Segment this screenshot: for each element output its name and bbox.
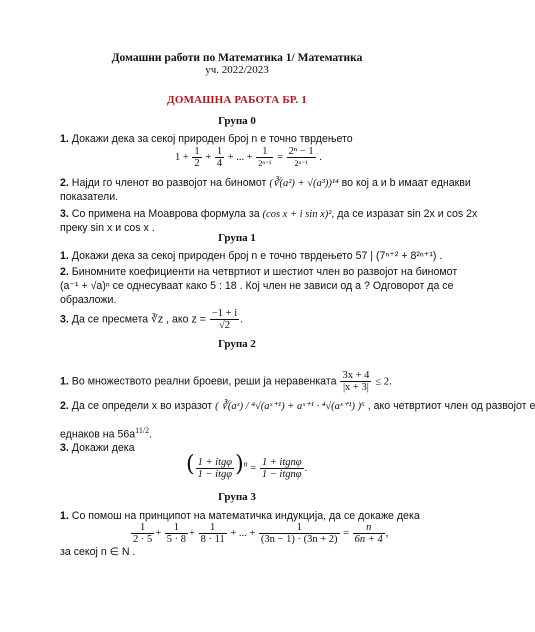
formula-part: ≤ 2: [375, 376, 389, 388]
problem-text: Докажи дека за секој природен број n е точно тврдењето 57 | (7ⁿ⁺² + 8²ⁿ⁺¹) .: [71, 250, 443, 262]
problem-text: Докажи дека за секој природен број n е точно тврдењето: [71, 133, 353, 145]
problem-text: Со примена на Моаврова формула за: [71, 208, 260, 220]
fraction: $\frac{\text{1 + itgφ}}{\text{1 − itgφ}}$: [197, 457, 233, 481]
g1-p2-continued-2: образложи.: [60, 294, 117, 306]
g2-problem-3: [60, 442, 135, 454]
problem-text: , да се изразат sin 2x и cos 2x: [331, 208, 478, 220]
formula-part: =: [343, 527, 350, 539]
fraction: $\frac{3x + 4}{|x + 3|}$: [342, 370, 370, 393]
g0-problem-2: [60, 177, 471, 189]
school-year: уч. 2022/2023: [205, 64, 269, 76]
problem-text: еднаков на 56a: [60, 428, 136, 441]
group-3-title: Група 3: [218, 491, 256, 503]
group-2-title: Група 2: [218, 338, 256, 350]
binomial-expression: (∛(a²) + √(a³))¹⁴: [269, 178, 339, 189]
g3-problem-1: [60, 510, 420, 522]
formula-part: 1 +: [175, 151, 189, 163]
problem-number: 3.: [60, 208, 69, 220]
group-1-title: Група 1: [218, 232, 256, 244]
formula-part: ,: [385, 527, 389, 539]
exponent: 11/2: [135, 426, 150, 435]
formula-part: .: [319, 151, 322, 163]
fraction: $\frac{1}{8 \cdot 11}$: [200, 522, 225, 545]
formula-part: =: [250, 463, 257, 474]
problem-number: 1.: [60, 375, 69, 388]
group-0-title: Група 0: [218, 115, 256, 127]
problem-number: 3.: [60, 442, 69, 454]
exponent: n: [243, 459, 248, 469]
homework-heading: ДОМАШНА РАБОТА БР. 1: [167, 94, 307, 106]
g0-problem-3: [60, 208, 477, 220]
g2-problem-2: [60, 400, 535, 412]
formula-part: +: [205, 151, 212, 163]
g0-p3-continued: преку sin x и cos x .: [60, 222, 155, 234]
problem-number: 2.: [60, 266, 69, 278]
problem-number: 2.: [60, 400, 69, 412]
formula-part: =: [277, 151, 283, 163]
g3-tail: за секој n ∈ N .: [60, 546, 136, 558]
fraction: $\frac{1}{2 \cdot 5}$: [133, 522, 153, 545]
g2-p3-formula: ( $\frac{\text{1 + itgφ}}{\text{1 − itgφ}}$ )$^n$ = $\frac{\text{1 + itgnφ}}{\text{1 − itgnφ}}$ .: [186, 452, 308, 481]
g0-problem-1: [60, 133, 353, 145]
problem-number: 2.: [60, 177, 69, 189]
problem-text: Да се определи x во изразот: [71, 400, 213, 412]
problem-text: Во множеството реални броеви, реши ја неравенката: [71, 375, 337, 388]
g3-formula: $\frac{1}{2 \cdot 5}$ + $\frac{1}{5 \cdot 8}$ + $\frac{1}{8 \cdot 11}$ + ... + $\frac{1}{(3n - 1) \cdot (3n + 2)}$ = $\frac{n}{6n + 4}$ ,: [133, 522, 389, 545]
formula-part: .: [304, 463, 308, 474]
fraction: $\frac{n}{6n + 4}$: [354, 522, 383, 545]
fraction: $\frac{1}{4}$: [216, 146, 223, 169]
fraction: $\frac{1}{(3n - 1) \cdot (3n + 2)}$: [260, 522, 338, 545]
fraction: $\frac{1}{5 \cdot 8}$: [166, 522, 187, 545]
formula-part: .: [388, 375, 392, 388]
g1-problem-1: [60, 250, 442, 262]
g2-problem-1: [60, 370, 392, 393]
problem-text: Да се пресмета ∛z , ако z =: [71, 313, 206, 326]
fraction: $\frac{-1 + i}{√2}$: [211, 308, 238, 331]
formula-part: + ... +: [227, 151, 253, 163]
problem-text: , ако четвртиот член од развојот е: [367, 400, 535, 412]
problem-number: 1.: [60, 250, 69, 262]
fraction: $\frac{\text{1 + itgnφ}}{\text{1 − itgnφ}}$: [261, 457, 302, 481]
formula-part: .: [240, 313, 244, 326]
g1-p2-continued: (a⁻¹ + √a)ⁿ се однесуваат како 5 : 18 . Кој член не зависи од a ? Одговорот да се: [60, 280, 454, 292]
formula-part: .: [149, 428, 153, 441]
g1-problem-3: [60, 308, 243, 331]
fraction: $\frac{1}{2}$: [194, 146, 200, 169]
problem-text: Докажи дека: [71, 442, 135, 454]
formula-part: + ... +: [230, 527, 256, 539]
g0-p1-formula: [175, 146, 322, 169]
g1-problem-2: [60, 266, 457, 278]
fraction: $\frac{1}{\text{2ⁿ⁻¹}}$: [258, 146, 272, 168]
problem-number: 1.: [60, 510, 69, 522]
fraction: $\frac{\text{2ⁿ − 1}}{\text{2ⁿ⁻¹}}$: [288, 146, 314, 168]
problem-text: Биномните коефициенти на четвртиот и шестиот член во развојот на биномот: [71, 266, 458, 278]
problem-text: Со помош на принципот на математичка индукција, да се докаже дека: [71, 510, 420, 522]
problem-number: 1.: [60, 133, 69, 145]
moivre-expression: (cos x + i sin x)²: [262, 209, 332, 220]
problem-text: Најди го членот во развојот на биномот: [71, 177, 267, 189]
problem-number: 3.: [60, 313, 69, 326]
problem-text: во кој a и b имаат еднакви: [341, 177, 471, 189]
g0-p2-continued: показатели.: [60, 191, 119, 203]
page-title: Домашни работи по Математика 1/ Математика: [111, 52, 363, 64]
radical-expression: ( ∛(aˣ) / ⁴√(aˣ⁺¹) + aˣ⁺¹ · ⁴√(aˣ⁺¹) )⁶: [215, 401, 365, 412]
g2-p2-continued: [60, 426, 152, 441]
